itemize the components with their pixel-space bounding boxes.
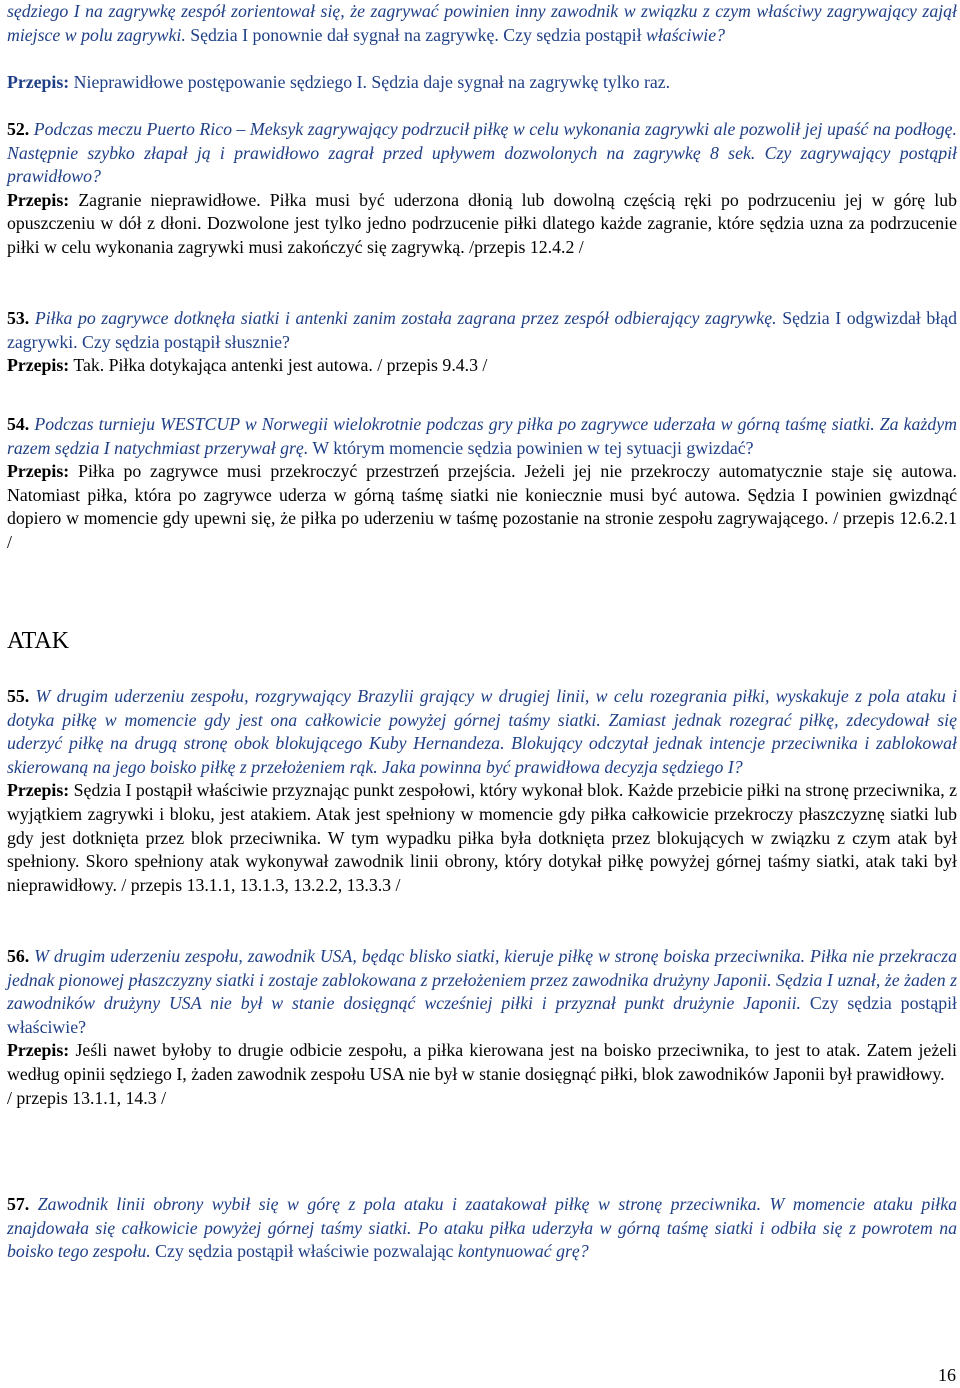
question-text: kontynuować grę? xyxy=(457,1241,589,1262)
intro-question xyxy=(7,0,957,47)
question-text: W drugim uderzeniu zespołu, zawodnik USA, będąc blisko siatki, kieruje piłkę w stronę boiska przeciwnika. Piłka nie przekracza jednak pionowej płaszczyzny siatki i zostaje zablokowana z przełożeniem przez zawodnika drużyny Japonii. Sędzia I uznał, że żaden z zawodników drużyny USA nie był w stanie dosięgnąć wcześniej piłki i przyznał punkt drużynie Japonii. xyxy=(7,946,957,1014)
question-text: Podczas turnieju WESTCUP w Norwegii wielokrotnie podczas gry piłka po zagrywce uderzała w górną taśmę siatki. Za każdym razem sędzia I natychmiast przerywał grę. xyxy=(7,414,957,458)
question-text: Piłka po zagrywce dotknęła siatki i antenki zanim została zagrana przez zespół odbierający zagrywkę. xyxy=(34,308,777,328)
question-number: 57. xyxy=(7,1194,30,1214)
page-number: 16 xyxy=(938,1365,956,1385)
question-number: 56. xyxy=(7,946,30,966)
question-55 xyxy=(7,685,957,897)
question-57 xyxy=(7,1193,957,1264)
rule-label: Przepis: xyxy=(7,355,70,376)
rule-text: Zagranie nieprawidłowe. Piłka musi być uderzona dłonią lub dowolną częścią ręki po podrzuceniu jej w górę lub opuszczeniu w dół z dłoni. Dozwolone jest tylko jedno podrzucenie piłki dlatego każde zagranie, które sędzia uzna za podrzucenie piłki w celu wykonania zagrywki musi zakończyć się zagrywką. /przepis 12.4.2 / xyxy=(7,189,957,257)
question-text: W którym momencie sędzia powinien w tej sytuacji gwizdać? xyxy=(312,437,754,458)
question-text: sędziego I na zagrywkę zespół zorientował się, że zagrywać powinien inny zawodnik w związku z czym właściwy zagrywający zajął miejsce w polu zagrywki. xyxy=(7,1,957,45)
intro-rule xyxy=(7,71,957,95)
question-text: Czy sędzia postąpił właściwie? xyxy=(7,993,957,1037)
rule-label: Przepis: xyxy=(7,461,70,482)
rule-text: Nieprawidłowe postępowanie sędziego I. Sędzia daje sygnał na zagrywkę tylko raz. xyxy=(73,72,671,92)
question-text: Sędzia I odgwizdał błąd zagrywki. Czy sędzia postąpił słusznie? xyxy=(7,308,957,352)
question-text: Zawodnik linii obrony wybił się w górę z pola ataku i zaatakował piłkę w stronę przeciwnika. W momencie ataku piłka znajdowała się całkowicie powyżej górnej taśmy siatki. Po ataku piłka uderzyła w górną taśmę siatki i odbiła się z powrotem na boisko tego zespołu. xyxy=(7,1194,957,1262)
question-52 xyxy=(7,118,957,260)
rule-text: Jeśli nawet byłoby to drugie odbicie zespołu, a piłka kierowana jest na boisko przeciwnika, to jest to atak. Zatem jeżeli według opinii sędziego I, żaden zawodnik zespołu USA nie był w stanie dosięgnąć piłki, blok zawodników Japonii był prawidłowy. xyxy=(7,1040,957,1084)
question-53 xyxy=(7,307,957,378)
rule-text: Piłka po zagrywce musi przekroczyć przestrzeń przejścia. Jeżeli jej nie przekroczy automatycznie staje się autowa. Natomiast piłka, która po zagrywce uderza w górną taśmę siatki nie koniecznie musi być autowa. Sędzia I powinien gwizdnąć dopiero w momencie gdy upewni się, że piłka po uderzeniu w taśmę pozostanie na stronie zespołu zagrywającego. / przepis 12.6.2.1 / xyxy=(7,461,957,552)
rule-label: Przepis: xyxy=(7,780,70,801)
question-56 xyxy=(7,945,957,1110)
rule-label: Przepis: xyxy=(7,72,70,92)
question-number: 54. xyxy=(7,414,30,434)
question-text: Podczas meczu Puerto Rico – Meksyk zagrywający podrzucił piłkę w celu wykonania zagrywki ale pozwolił jej upaść na podłogę. Następnie szybko złapał ją i prawidłowo zagrał przed upływem dozwolonych na zagrywkę 8 sek. Czy zagrywający postąpił prawidłowo? xyxy=(7,119,957,187)
question-number: 53. xyxy=(7,308,30,328)
rule-reference: / przepis 13.1.1, 14.3 / xyxy=(7,1087,167,1108)
section-heading: ATAK xyxy=(7,628,70,654)
question-text: W drugim uderzeniu zespołu, rozgrywający Brazylii grający w drugiej linii, w celu rozegrania piłki, wyskakuje z pola ataku i dotyka piłkę w momencie gdy jest ona całkowicie powyżej górnej taśmy siatki. Zamiast jednak rozegrać piłkę, zdecydował się uderzyć piłkę na drugą stronę obok blokującego Kuby Hernandeza. Blokujący odczytał jednak intencje przeciwnika i zablokował skierowaną na jego boisko piłkę z przełożeniem rąk. Jaka powinna być prawidłowa decyzja sędziego I? xyxy=(7,686,957,777)
question-text: właściwie? xyxy=(646,24,726,45)
rule-text: Tak. Piłka dotykająca antenki jest autowa. / przepis 9.4.3 / xyxy=(73,355,488,376)
question-54 xyxy=(7,413,957,555)
question-text: Czy sędzia postąpił właściwie pozwalając xyxy=(155,1241,454,1262)
question-number: 52. xyxy=(7,119,30,139)
rule-label: Przepis: xyxy=(7,189,70,210)
rule-text: Sędzia I postąpił właściwie przyznając punkt zespołowi, który wykonał blok. Każde przebicie piłki na stronę przeciwnika, z wyjątkiem zagrywki i bloku, jest atakiem. Atak jest spełniony w momencie gdy piłka całkowicie przekroczy płaszczyznę siatki lub gdy jest dotknięta przez blok przeciwnika. W tym wypadku piłka była dotknięta przez blokujących w związku z czym atak był spełniony. Skoro spełniony atak wykonywał zawodnik linii obrony, który dotykał piłkę powyżej górnej taśmy siatki, atak taki był nieprawidłowy. / przepis 13.1.1, 13.1.3, 13.2.2, 13.3.3 / xyxy=(7,780,958,895)
rule-label: Przepis: xyxy=(7,1040,70,1061)
question-number: 55. xyxy=(7,686,30,706)
question-text: Sędzia I ponownie dał sygnał na zagrywkę. Czy sędzia postąpił xyxy=(190,24,642,45)
